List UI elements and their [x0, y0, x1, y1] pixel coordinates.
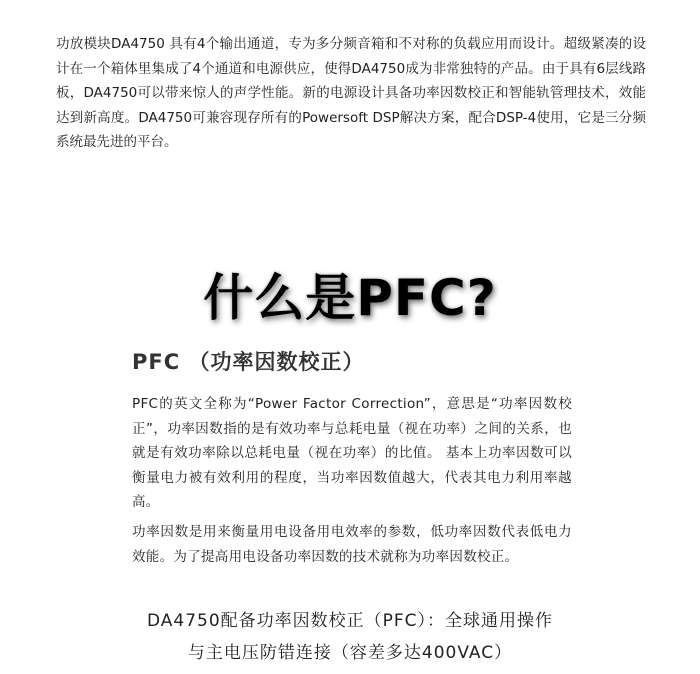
pfc-definition-paragraph: PFC的英文全称为“Power Factor Correction”，意思是“功率因数校正”，功率因数指的是有效功率与总耗电量（视在功率）之间的关系，也就是有效功率除以总耗电量（视在功率）的比值。 基本上功率因数可以衡量电力被有效利用的程度，当功率因数值越大，代表其电力利用率越高。	[132, 396, 572, 510]
feature-line-1: DA4750配备功率因数校正（PFC）：全球通用操作	[146, 611, 554, 631]
feature-line-2: 与主电压防错连接（容差多达400VAC）	[187, 643, 513, 663]
intro-paragraph: 功放模块DA4750 具有4个输出通道，专为多分频音箱和不对称的负载应用而设计。超级紧凑的设计在一个箱体里集成了4个通道和电源供应，使得DA4750成为非常独特的产品。由于具有6层线路板，DA4750可以带来惊人的声学性能。新的电源设计具备功率因数校正和智能轨管理技术，效能达到新高度。DA4750可兼容现存所有的Powersoft DSP解决方案，配合DSP-4使用，它是三分频系统最先进的平台。	[56, 36, 646, 150]
pfc-purpose-paragraph: 功率因数是用来衡量用电设备用电效率的参数，低功率因数代表低电力效能。为了提高用电设备功率因数的技术就称为功率因数校正。	[132, 524, 572, 565]
pfc-subtitle: PFC （功率因数校正）	[132, 350, 365, 374]
pfc-heading: 什么是PFC?	[203, 269, 497, 327]
